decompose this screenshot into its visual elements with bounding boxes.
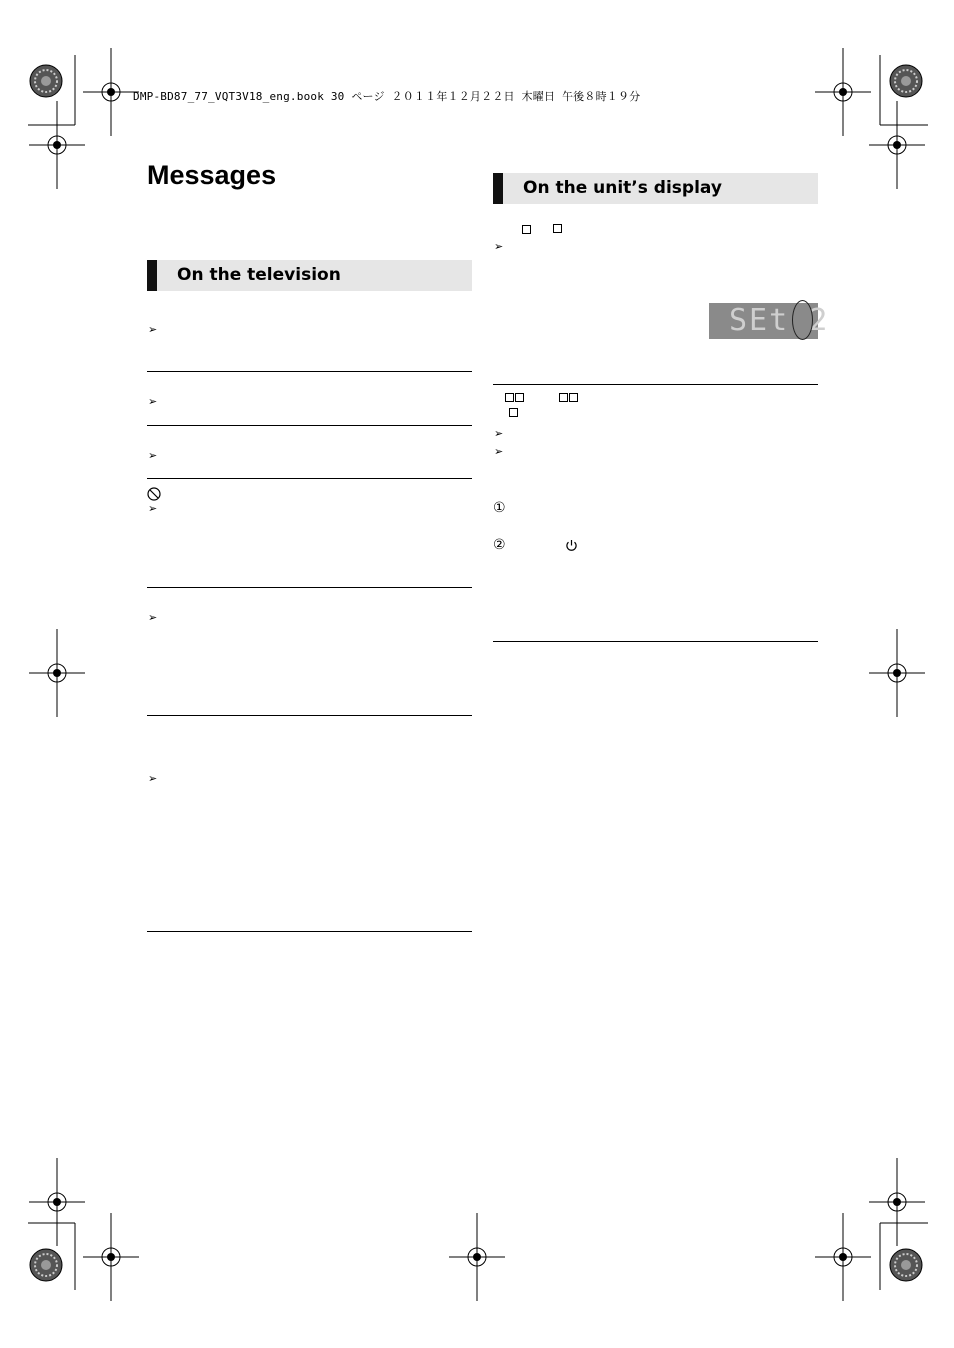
- unit-display-panel: [709, 303, 830, 339]
- divider: [493, 641, 818, 642]
- section-title: On the television: [177, 265, 341, 285]
- section-header-television: [147, 260, 472, 291]
- highlight-circle: [792, 300, 813, 340]
- placeholder-box: [515, 393, 524, 402]
- arrow-bullet-icon: ➢: [148, 323, 158, 336]
- color-target-icon: [890, 1249, 922, 1281]
- color-target-icon: [30, 1249, 62, 1281]
- arrow-bullet-icon: ➢: [494, 445, 504, 458]
- page-title: Messages: [147, 160, 277, 190]
- arrow-bullet-icon: ➢: [148, 611, 158, 624]
- registration-mark-icon: [815, 48, 871, 136]
- registration-mark-icon: [29, 629, 85, 717]
- print-header: DMP-BD87_77_VQT3V18_eng.book 30 ページ ２０１１年１２月２２日 木曜日 午後８時１９分: [133, 90, 641, 103]
- registration-mark-icon: [29, 1158, 85, 1246]
- registration-mark-icon: [869, 1158, 925, 1246]
- section-header-unit-display: [493, 173, 818, 204]
- registration-mark-icon: [83, 48, 139, 136]
- placeholder-box: [569, 393, 578, 402]
- registration-mark-icon: [449, 1213, 505, 1301]
- color-target-icon: [30, 65, 62, 97]
- circled-digit-two-icon: ②: [493, 537, 506, 553]
- arrow-bullet-icon: ➢: [148, 449, 158, 462]
- registration-mark-icon: [869, 629, 925, 717]
- divider: [493, 384, 818, 385]
- section-title: On the unit’s display: [523, 178, 722, 198]
- placeholder-box: [553, 224, 562, 233]
- section-marker: [147, 260, 157, 291]
- arrow-bullet-icon: ➢: [494, 240, 504, 253]
- section-marker: [493, 173, 503, 204]
- arrow-bullet-icon: ➢: [148, 395, 158, 408]
- divider: [147, 425, 472, 426]
- arrow-bullet-icon: ➢: [148, 502, 158, 515]
- unit-display-text: SEt 2: [729, 303, 830, 338]
- divider: [147, 587, 472, 588]
- divider: [147, 478, 472, 479]
- arrow-bullet-icon: ➢: [148, 772, 158, 785]
- registration-mark-icon: [29, 101, 85, 189]
- registration-mark-icon: [83, 1213, 139, 1301]
- registration-mark-icon: [869, 101, 925, 189]
- placeholder-box: [559, 393, 568, 402]
- prohibited-icon: [147, 486, 160, 499]
- divider: [147, 715, 472, 716]
- registration-mark-icon: [815, 1213, 871, 1301]
- placeholder-box: [522, 225, 531, 234]
- arrow-bullet-icon: ➢: [494, 427, 504, 440]
- placeholder-box: [505, 393, 514, 402]
- divider: [147, 371, 472, 372]
- placeholder-box: [509, 408, 518, 417]
- color-target-icon: [890, 65, 922, 97]
- divider: [147, 931, 472, 932]
- circled-digit-one-icon: ①: [493, 500, 506, 516]
- power-icon: [565, 537, 578, 550]
